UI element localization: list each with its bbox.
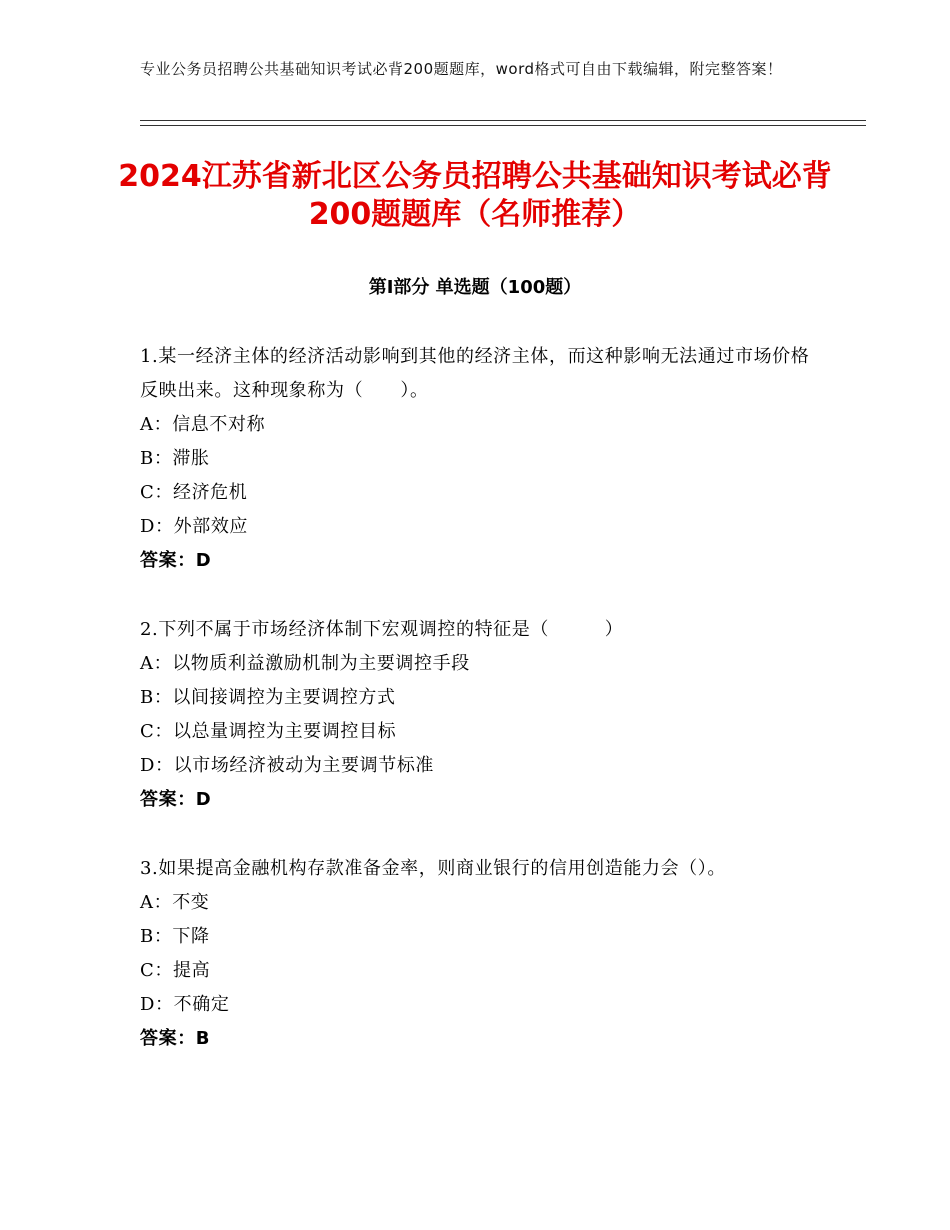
section-title: 第Ⅰ部分 单选题（100题）	[368, 277, 582, 298]
page-header-note: 专业公务员招聘公共基础知识考试必背200题题库，word格式可自由下载编辑，附完整答案！	[140, 60, 783, 78]
option-b: B：滞胀	[140, 448, 210, 469]
option-d: D：以市场经济被动为主要调节标准	[140, 755, 435, 776]
question-3	[140, 852, 810, 1056]
question-stem: 2.下列不属于市场经济体制下宏观调控的特征是（ ）	[140, 619, 624, 640]
option-d: D：不确定	[140, 994, 230, 1015]
option-c: C：经济危机	[140, 482, 248, 503]
question-stem: 3.如果提高金融机构存款准备金率，则商业银行的信用创造能力会（）。	[140, 858, 726, 879]
document-title: 2024江苏省新北区公务员招聘公共基础知识考试必背200题题库（名师推荐）	[118, 159, 832, 232]
option-a: A：不变	[140, 892, 210, 913]
option-d: D：外部效应	[140, 516, 249, 537]
option-a: A：信息不对称	[140, 414, 266, 435]
question-1	[140, 340, 810, 578]
option-b: B：以间接调控为主要调控方式	[140, 687, 396, 708]
answer-text: 答案：D	[140, 789, 212, 810]
question-2	[140, 613, 810, 817]
option-c: C：提高	[140, 960, 211, 981]
answer-text: 答案：D	[140, 550, 212, 571]
option-c: C：以总量调控为主要调控目标	[140, 721, 397, 742]
option-b: B：下降	[140, 926, 210, 947]
answer-text: 答案：B	[140, 1028, 211, 1049]
option-a: A：以物质利益激励机制为主要调控手段	[140, 653, 470, 674]
header-divider	[140, 120, 866, 126]
question-stem: 1.某一经济主体的经济活动影响到其他的经济主体，而这种影响无法通过市场价格反映出来。这种现象称为（ ）。	[140, 346, 810, 401]
